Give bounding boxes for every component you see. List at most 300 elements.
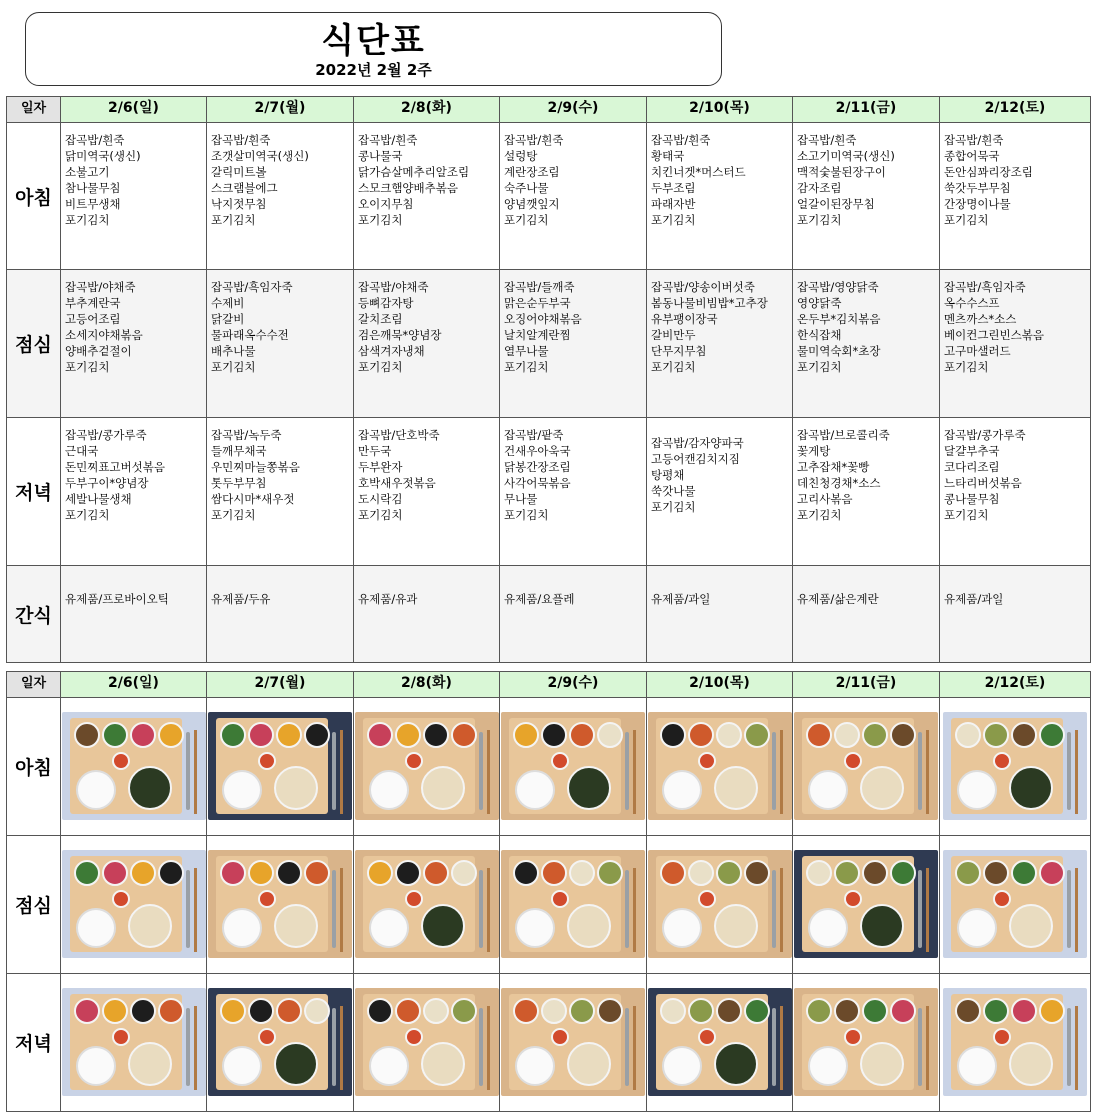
side-dish-bowl [451,860,477,886]
side-dish-bowl [395,722,421,748]
side-dish-bowl [395,998,421,1024]
meal-photo-cell [207,974,354,1112]
kimchi-bowl [698,1028,716,1046]
chopsticks [633,730,636,814]
side-dish-bowl [834,722,860,748]
side-dish-bowl [220,860,246,886]
menu-item: 양배추겉절이 [65,344,132,358]
menu-cell [500,566,647,663]
meal-photo [794,850,938,958]
chopsticks [487,1006,490,1090]
menu-item: 포기김치 [211,213,256,227]
side-dish-bowl [716,998,742,1024]
kimchi-bowl [993,752,1011,770]
menu-item: 포기김치 [504,360,549,374]
menu-item: 옥수수스프 [944,296,1000,310]
menu-item: 열무나물 [504,344,549,358]
side-dish-bowl [304,722,330,748]
kimchi-bowl [112,890,130,908]
meal-photo-cell [793,974,940,1112]
side-dish-bowl [1039,998,1065,1024]
menu-item: 검은깨묵*양념장 [358,328,442,342]
soup-bowl [860,766,904,810]
meal-photo [208,850,352,958]
meal-photo [648,712,792,820]
menu-item: 맑은순두부국 [504,296,571,310]
side-dish-bowl [955,998,981,1024]
rice-bowl [222,1046,262,1086]
menu-item: 맥적숯불된장구이 [797,165,886,179]
side-dish-bowl [276,998,302,1024]
kimchi-bowl [258,890,276,908]
menu-item: 사각어묵볶음 [504,476,571,490]
date-header-cell: 2/7(월) [207,97,354,123]
menu-item: 한식잡채 [797,328,842,342]
rice-bowl [957,908,997,948]
meal-row [7,270,1091,418]
menu-cell [793,566,940,663]
meal-photo [62,850,206,958]
meal-photo [943,712,1087,820]
side-dish-bowl [158,860,184,886]
meal-row [7,418,1091,566]
menu-cell [940,123,1091,270]
kimchi-bowl [258,752,276,770]
menu-item: 잡곡밥/감자양파국 [651,436,744,450]
side-dish-bowl [688,998,714,1024]
menu-item: 잡곡밥/흑임자죽 [211,280,293,294]
menu-item: 데친청경채*소스 [797,476,881,490]
menu-item: 잡곡밥/들깨죽 [504,280,575,294]
side-dish-bowl [890,998,916,1024]
kimchi-bowl [844,890,862,908]
side-dish-bowl [744,860,770,886]
menu-item: 오이지무침 [358,197,414,211]
side-dish-bowl [130,998,156,1024]
chopsticks [487,730,490,814]
side-dish-bowl [983,722,1009,748]
meal-photo-cell [61,974,207,1112]
chopsticks [340,1006,343,1090]
menu-item: 수제비 [211,296,245,310]
menu-item: 쑥갓두부무침 [944,181,1011,195]
chopsticks [926,868,929,952]
menu-cell [793,270,940,418]
rice-bowl [76,770,116,810]
menu-item: 쑥갓나물 [651,484,696,498]
meal-photo [794,988,938,1096]
menu-item: 포기김치 [944,360,989,374]
soup-bowl [128,904,172,948]
menu-item: 설렁탕 [504,149,538,163]
menu-item: 무나물 [504,492,538,506]
side-dish-bowl [451,722,477,748]
menu-item: 얼갈이된장무침 [797,197,875,211]
menu-cell [354,418,500,566]
side-dish-bowl [423,860,449,886]
rice-bowl [76,1046,116,1086]
meal-photo-cell [207,698,354,836]
menu-item: 잡곡밥/단호박죽 [358,428,440,442]
spoon [479,870,483,948]
rice-bowl [662,770,702,810]
menu-item: 포기김치 [65,508,110,522]
side-dish-bowl [569,722,595,748]
side-dish-bowl [660,860,686,886]
spoon [625,732,629,810]
kimchi-bowl [844,1028,862,1046]
menu-item: 날치알계란찜 [504,328,571,342]
menu-item: 고구마샐러드 [944,344,1011,358]
date-header-cell: 2/11(금) [793,97,940,123]
date-header-cell: 2/7(월) [207,672,354,698]
menu-cell [647,566,793,663]
menu-item: 잡곡밥/야채죽 [358,280,429,294]
side-dish-bowl [597,722,623,748]
side-dish-bowl [304,998,330,1024]
menu-item: 유제품/유과 [358,592,418,606]
menu-item: 갈릭미트볼 [211,165,267,179]
kimchi-bowl [844,752,862,770]
chopsticks [633,1006,636,1090]
side-dish-bowl [597,998,623,1024]
menu-cell [647,270,793,418]
menu-item: 포기김치 [651,213,696,227]
side-dish-bowl [890,722,916,748]
menu-item: 감자조림 [797,181,842,195]
rice-bowl [957,1046,997,1086]
side-dish-bowl [688,860,714,886]
rice-bowl [808,770,848,810]
meal-row [7,566,1091,663]
rice-bowl [515,770,555,810]
menu-cell [207,270,354,418]
date-header-cell: 2/12(토) [940,672,1091,698]
menu-item: 잡곡밥/흑임자죽 [944,280,1026,294]
spoon [332,732,336,810]
menu-cell [793,418,940,566]
menu-item: 포기김치 [797,360,842,374]
menu-cell [354,270,500,418]
soup-bowl [860,904,904,948]
menu-item: 스크램블에그 [211,181,278,195]
side-dish-bowl [423,998,449,1024]
menu-cell [500,123,647,270]
menu-item: 포기김치 [944,508,989,522]
meal-photo [648,988,792,1096]
meal-photo [62,712,206,820]
meal-photo-cell [500,974,647,1112]
menu-item: 두부완자 [358,460,403,474]
menu-item: 물미역숙회*초장 [797,344,881,358]
menu-item: 돈안심꽈리장조림 [944,165,1033,179]
date-header-cell: 2/6(일) [61,672,207,698]
photo-header-row [7,672,1091,698]
spoon [332,1008,336,1086]
page-subtitle: 2022년 2월 2주 [315,61,432,79]
menu-item: 들깨무채국 [211,444,267,458]
menu-item: 닭미역국(생신) [65,149,141,163]
chopsticks [780,868,783,952]
soup-bowl [567,904,611,948]
kimchi-bowl [551,1028,569,1046]
soup-bowl [860,1042,904,1086]
side-dish-bowl [862,860,888,886]
side-dish-bowl [513,998,539,1024]
photo-table [6,671,1091,1112]
meal-photo-cell [207,836,354,974]
spoon [1067,870,1071,948]
side-dish-bowl [744,998,770,1024]
side-dish-bowl [1039,860,1065,886]
side-dish-bowl [806,722,832,748]
chopsticks [340,868,343,952]
menu-item: 두부조림 [651,181,696,195]
chopsticks [487,868,490,952]
menu-item: 잡곡밥/흰죽 [504,133,564,147]
menu-cell [207,566,354,663]
side-dish-bowl [74,860,100,886]
menu-item: 유제품/삶은계란 [797,592,879,606]
menu-item: 유제품/두유 [211,592,271,606]
side-dish-bowl [569,860,595,886]
menu-item: 계란장조림 [504,165,560,179]
menu-item: 잡곡밥/콩가루죽 [944,428,1026,442]
spoon [479,732,483,810]
side-dish-bowl [158,998,184,1024]
meal-photo-cell [793,836,940,974]
meal-photo [208,712,352,820]
menu-table [6,96,1091,663]
side-dish-bowl [569,998,595,1024]
meal-label: 저녁 [7,974,61,1112]
menu-item: 탕평채 [651,468,685,482]
side-dish-bowl [220,722,246,748]
meal-photo [355,988,499,1096]
side-dish-bowl [220,998,246,1024]
chopsticks [194,730,197,814]
side-dish-bowl [862,998,888,1024]
soup-bowl [274,766,318,810]
side-dish-bowl [451,998,477,1024]
soup-bowl [421,1042,465,1086]
menu-item: 소불고기 [65,165,110,179]
side-dish-bowl [248,998,274,1024]
meal-photo-cell [500,698,647,836]
menu-cell [61,123,207,270]
menu-item: 포기김치 [211,360,256,374]
side-dish-bowl [688,722,714,748]
meal-photo [943,988,1087,1096]
menu-item: 잡곡밥/흰죽 [797,133,857,147]
side-dish-bowl [74,722,100,748]
menu-cell [207,418,354,566]
side-dish-bowl [890,860,916,886]
meal-photo-cell [647,836,793,974]
menu-cell [61,270,207,418]
side-dish-bowl [983,860,1009,886]
menu-item: 베이컨그린빈스볶음 [944,328,1044,342]
menu-item: 숙주나물 [504,181,549,195]
rice-bowl [515,1046,555,1086]
kimchi-bowl [112,1028,130,1046]
soup-bowl [421,766,465,810]
menu-item: 낙지젓무침 [211,197,267,211]
meal-photo [355,850,499,958]
side-dish-bowl [248,860,274,886]
meal-photo [943,850,1087,958]
kimchi-bowl [993,1028,1011,1046]
menu-item: 포기김치 [797,213,842,227]
kimchi-bowl [405,890,423,908]
meal-photo [208,988,352,1096]
menu-item: 영양닭죽 [797,296,842,310]
meal-photo-cell [647,974,793,1112]
menu-item: 잡곡밥/브로콜리죽 [797,428,890,442]
menu-item: 잡곡밥/흰죽 [944,133,1004,147]
date-header-cell: 2/9(수) [500,97,647,123]
menu-item: 고추잡채*꽃빵 [797,460,870,474]
menu-item: 포기김치 [944,213,989,227]
meal-label: 간식 [7,566,61,663]
chopsticks [194,868,197,952]
side-dish-bowl [834,998,860,1024]
menu-item: 잡곡밥/팥죽 [504,428,564,442]
soup-bowl [1009,766,1053,810]
menu-item: 부추계란국 [65,296,121,310]
side-dish-bowl [716,722,742,748]
chopsticks [340,730,343,814]
meal-photo [501,712,645,820]
spoon [918,732,922,810]
meal-photo-cell [940,836,1091,974]
date-header-cell: 2/8(화) [354,97,500,123]
menu-item: 꽃게탕 [797,444,831,458]
side-dish-bowl [806,998,832,1024]
menu-item: 포기김치 [358,508,403,522]
soup-bowl [714,766,758,810]
meal-photo-cell [793,698,940,836]
photo-row [7,698,1091,836]
side-dish-bowl [102,860,128,886]
rice-bowl [369,908,409,948]
soup-bowl [128,1042,172,1086]
menu-item: 두부구이*양념장 [65,476,149,490]
spoon [186,1008,190,1086]
meal-photo [648,850,792,958]
menu-item: 포기김치 [65,213,110,227]
side-dish-bowl [834,860,860,886]
side-dish-bowl [541,998,567,1024]
menu-item: 고등어조림 [65,312,121,326]
meal-photo-cell [354,698,500,836]
soup-bowl [567,766,611,810]
menu-item: 봄동나물비빔밥*고추장 [651,296,768,310]
date-header-cell: 2/8(화) [354,672,500,698]
side-dish-bowl [862,722,888,748]
date-header-label: 일자 [7,97,61,123]
menu-item: 잡곡밥/야채죽 [65,280,136,294]
rice-bowl [662,1046,702,1086]
meal-photo-cell [940,698,1091,836]
menu-item: 멘츠까스*소스 [944,312,1017,326]
menu-item: 양념깻잎지 [504,197,560,211]
side-dish-bowl [597,860,623,886]
meal-photo-cell [354,974,500,1112]
side-dish-bowl [983,998,1009,1024]
kimchi-bowl [698,890,716,908]
menu-cell [354,566,500,663]
side-dish-bowl [541,860,567,886]
menu-header-row [7,97,1091,123]
chopsticks [780,730,783,814]
soup-bowl [567,1042,611,1086]
menu-item: 단무지무침 [651,344,707,358]
menu-item: 닭봉간장조림 [504,460,571,474]
soup-bowl [714,1042,758,1086]
menu-item: 소고기미역국(생신) [797,149,895,163]
menu-item: 등뼈감자탕 [358,296,414,310]
menu-item: 포기김치 [651,500,696,514]
spoon [625,1008,629,1086]
side-dish-bowl [276,860,302,886]
menu-item: 잡곡밥/흰죽 [358,133,418,147]
menu-item: 잡곡밥/흰죽 [211,133,271,147]
spoon [918,1008,922,1086]
side-dish-bowl [513,722,539,748]
meal-label: 점심 [7,836,61,974]
menu-item: 물파래옥수수전 [211,328,289,342]
kimchi-bowl [405,1028,423,1046]
menu-item: 포기김치 [797,508,842,522]
menu-item: 잡곡밥/흰죽 [651,133,711,147]
spoon [772,732,776,810]
side-dish-bowl [130,722,156,748]
chopsticks [1075,1006,1078,1090]
menu-item: 황태국 [651,149,685,163]
menu-item: 코다리조림 [944,460,1000,474]
meal-row [7,123,1091,270]
photo-row [7,974,1091,1112]
menu-item: 간장명이나물 [944,197,1011,211]
menu-cell [500,270,647,418]
menu-item: 잡곡밥/양송이버섯죽 [651,280,755,294]
meal-label: 점심 [7,270,61,418]
meal-photo-cell [500,836,647,974]
meal-photo [62,988,206,1096]
menu-cell [500,418,647,566]
menu-cell [940,418,1091,566]
soup-bowl [128,766,172,810]
rice-bowl [957,770,997,810]
menu-item: 유제품/요플레 [504,592,575,606]
menu-cell [61,418,207,566]
menu-item: 도시락김 [358,492,403,506]
menu-item: 고리사볶음 [797,492,853,506]
meal-photo-cell [647,698,793,836]
menu-item: 잡곡밥/영양닭죽 [797,280,879,294]
menu-cell [940,270,1091,418]
side-dish-bowl [395,860,421,886]
menu-cell [61,566,207,663]
menu-item: 달걀부추국 [944,444,1000,458]
kimchi-bowl [551,752,569,770]
side-dish-bowl [716,860,742,886]
side-dish-bowl [806,860,832,886]
rice-bowl [515,908,555,948]
soup-bowl [1009,1042,1053,1086]
side-dish-bowl [660,998,686,1024]
